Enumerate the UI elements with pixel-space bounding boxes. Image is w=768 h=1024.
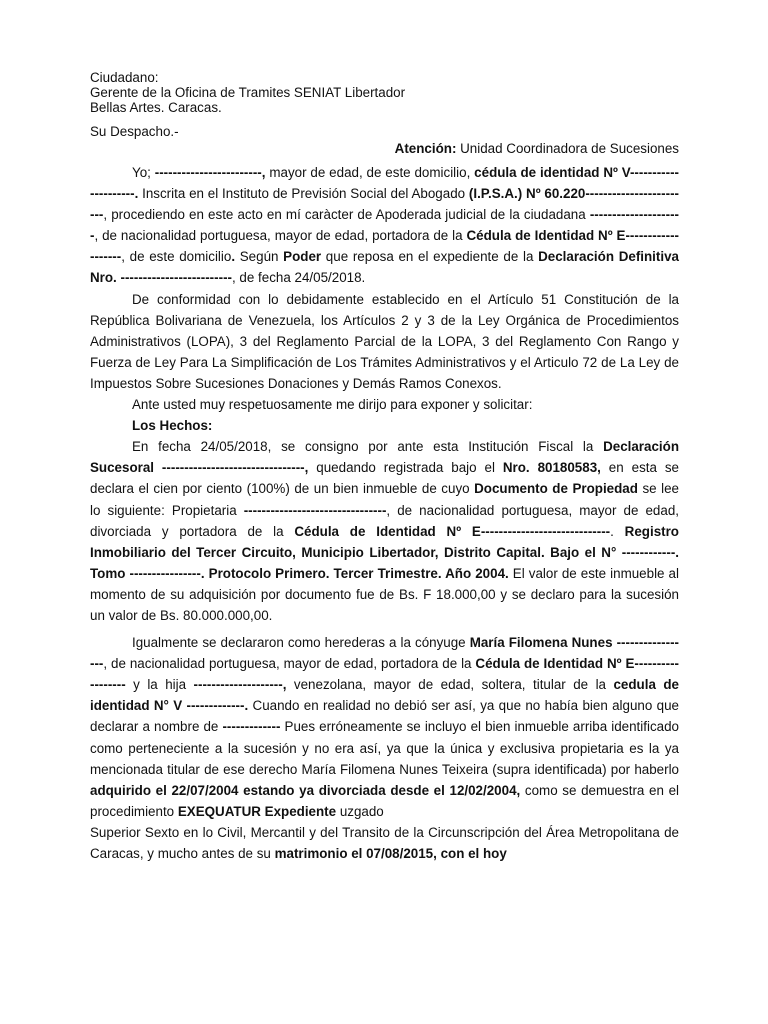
text-run: , procediendo en este acto en mí caràcter de Apoderada judicial de la ciudadana (103, 207, 590, 223)
text-run: Yo; (132, 165, 155, 180)
text-run: Igualmente se declararon como herederas a la cónyuge (132, 635, 470, 651)
atencion-line (90, 141, 679, 157)
letter-header (90, 70, 690, 115)
text-run: Superior Sexto en lo Civil, Mercantil y del Transito de la Circunscripción del Área Metropolitana de Caracas, y mucho antes de su (90, 824, 679, 861)
text-run: uzgado (336, 803, 384, 819)
text-run: El valor de este inmueble al momento de su adquisición por documento fue de Bs. F 18.000,00 y se declaro para la sucesión un valor de Bs. 80.000.000,00. (90, 565, 679, 623)
text-run: y la hija (125, 677, 194, 693)
paragraph-2: De conformidad con lo debidamente establecido en el Artículo 51 Constitución de la República Bolivariana de Venezuela, los Artículos 2 y 3 de la Ley Orgánica de Procedimientos Administrativos (LOPA), 3 del Reglamento Parcial de la LOPA, 3 del Reglamento Con Rango y Fuerza de Ley Para La Simplificación de Los Trámites Administrativos y el Articulo 72 de La Ley de Impuestos Sobre Sucesiones Donaciones y Demás Ramos Conexos. (90, 291, 679, 391)
bold-run: Cédula de Identidad Nº E------------------ (90, 656, 679, 693)
text-run: , de nacionalidad portuguesa, mayor de edad, divorciada y portadora de la (90, 502, 679, 539)
bold-run: María Filomena Nunes ----------------- (90, 635, 680, 672)
text-run: en esta se declara el cien por ciento (100%) de un bien inmueble de cuyo (90, 460, 679, 497)
bold-run: --------------------, (193, 677, 287, 693)
text-run: venezolana, mayor de edad, soltera, titular de la (286, 677, 614, 693)
bold-run: cedula de identidad N° V -------------. (90, 677, 679, 714)
atencion-text: Unidad Coordinadora de Sucesiones (456, 141, 679, 156)
atencion-label: Atención: (394, 141, 457, 156)
su-despacho: Su Despacho.- (90, 124, 179, 139)
bold-run: cédula de identidad Nº V---------------------. (90, 165, 679, 202)
text-run: quedando registrada bajo el (308, 460, 503, 476)
bold-run: Cédula de Identidad Nº E----------------------------- (294, 523, 611, 539)
header-line-2: Gerente de la Oficina de Tramites SENIAT Libertador (90, 85, 406, 100)
text-run: Cuando en realidad no debió ser así, ya que no había bien alguno que declarar a nombre de (90, 698, 679, 735)
bold-run: . (231, 249, 236, 265)
bold-run: Registro Inmobiliario del Tercer Circuito, Municipio Libertador, Distrito Capital. Bajo el N° ------------. Tomo ----------------. Protocolo Primero. Tercer Trimestre. Año 2004. (90, 523, 679, 581)
text-run: , de fecha 24/05/2018. (231, 270, 366, 286)
bold-run: Cédula de Identidad Nº E------------------- (90, 228, 679, 265)
bold-run: ------------------------, (154, 165, 266, 180)
header-line-3: Bellas Artes. Caracas. (90, 100, 222, 115)
bold-run: (I.P.S.A.) Nº 60.220------------------------ (90, 186, 679, 223)
paragraph-3: Ante usted muy respetuosamente me dirijo para exponer y solicitar: (132, 397, 533, 413)
text-run: se lee lo siguiente: Propietaria (90, 481, 679, 518)
bold-run: Declaración Sucesoral --------------------------------, (90, 439, 679, 476)
text-run: Según (235, 249, 284, 265)
letter-body (90, 162, 679, 864)
bold-run: Los Hechos: (132, 418, 213, 434)
text-run: mayor de edad, de este domicilio, (265, 165, 475, 180)
bold-run: Documento de Propiedad (474, 481, 638, 497)
paragraph-7 (90, 822, 679, 864)
section-heading-los-hechos (90, 415, 679, 436)
text-run: , de este domicilio (121, 249, 232, 265)
text-run: como se demuestra en el procedimiento (90, 782, 679, 819)
bold-run: Poder (283, 249, 322, 265)
text-run: , de nacionalidad portuguesa, mayor de edad, portadora de la (94, 228, 467, 244)
bold-run: --------------------- (90, 207, 679, 244)
bold-run: matrimonio el 07/08/2015, con el hoy (274, 846, 507, 861)
bold-run: ------------- (222, 719, 281, 735)
paragraph-6 (90, 632, 679, 822)
paragraph-5 (90, 436, 679, 626)
bold-run: EXEQUATUR Expediente (177, 803, 337, 819)
bold-run: Declaración Definitiva Nro. ------------------------- (90, 249, 679, 286)
text-run: Pues erróneamente se incluyo el bien inmueble arriba identificado como perteneciente a la sucesión y no era así, ya que la única y exclusiva propietaria es la ya mencionada titular de ese derecho María Filomena Nunes Teixeira (supra identificada) por haberlo (90, 719, 679, 777)
bold-run: adquirido el 22/07/2004 estando ya divorciada desde el 12/02/2004, (90, 782, 521, 798)
paragraph-1 (90, 162, 679, 289)
bold-run: -------------------------------- (243, 502, 387, 518)
text-run: . (610, 523, 625, 539)
bold-run: Nro. 80180583, (502, 460, 601, 476)
text-run: que reposa en el expediente de la (321, 249, 539, 265)
text-run: , de nacionalidad portuguesa, mayor de edad, portadora de la (103, 656, 476, 672)
text-run: En fecha 24/05/2018, se consigno por ante esta Institución Fiscal la (132, 439, 604, 455)
text-run: Inscrita en el Instituto de Previsión Social del Abogado (138, 186, 469, 202)
header-line-1: Ciudadano: (90, 70, 159, 85)
